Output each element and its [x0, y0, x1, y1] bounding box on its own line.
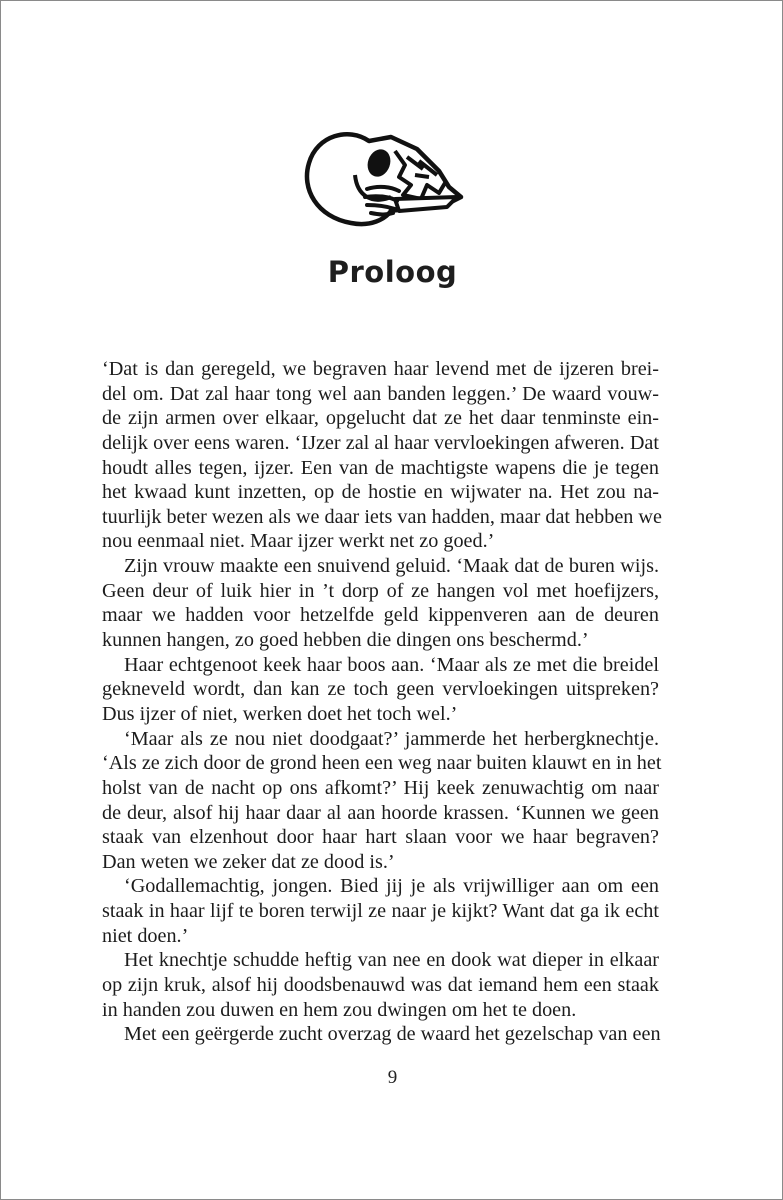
text-line: Dus ijzer of niet, werken doet het toch wel.’ [102, 702, 458, 725]
paragraph [102, 554, 659, 653]
paragraph [102, 1022, 659, 1047]
text-line: ‘Als ze zich door de grond heen een weg naar buiten klauwt en in het [102, 752, 662, 775]
text-line: maar we hadden voor hetzelfde geld kippenveren aan de deuren [102, 604, 659, 627]
text-line: ‘Maar als ze nou niet doodgaat?’ jammerde het herbergknechtje. [124, 727, 659, 750]
text-line: staak van elzenhout door haar hart slaan voor we haar begraven? [102, 826, 659, 849]
text-line: Met een geërgerde zucht overzag de waard het gezelschap van een [124, 1023, 661, 1046]
text-line: Het knechtje schudde heftig van nee en dook wat dieper in elkaar [124, 949, 659, 972]
paragraph [102, 357, 662, 554]
text-line: Geen deur of luik hier in ’t dorp of ze hangen vol met hoefijzers, [102, 579, 659, 602]
text-line: het kwaad kunt inzetten, op de hostie en wijwater na. Het zou na- [102, 481, 659, 504]
text-line: ‘Godallemachtig, jongen. Bied jij je als vrijwilliger aan om een [124, 875, 659, 898]
text-line: kunnen hangen, zo goed hebben die dingen ons beschermd.’ [102, 629, 589, 652]
text-line: del om. Dat zal haar tong wel aan banden leggen.’ De waard vouw- [102, 382, 659, 405]
paragraph [102, 948, 659, 1022]
text-line: de zijn armen over elkaar, opgelucht dat ze het daar tenminste ein- [102, 407, 659, 430]
text-line: gekneveld wordt, dan kan ze toch geen vervloekingen uitspreken? [102, 678, 659, 701]
paragraph [102, 653, 659, 727]
paragraph [102, 727, 662, 875]
text-line: delijk over eens waren. ‘IJzer zal al haar vervloekingen afweren. Dat [102, 431, 659, 454]
text-line: Dan weten we zeker dat ze dood is.’ [102, 850, 395, 873]
paragraph [102, 874, 659, 948]
body-text [102, 357, 662, 1047]
text-line: in handen zou duwen en hem zou dwingen om het te doen. [102, 998, 577, 1021]
text-line: staak in haar lijf te boren terwijl ze naar je kijkt? Want dat ga ik echt [102, 900, 659, 923]
text-line: de deur, alsof hij haar daar al aan hoorde krassen. ‘Kunnen we geen [102, 801, 659, 824]
text-line: Zijn vrouw maakte een snuivend geluid. ‘Maak dat de buren wijs. [124, 555, 659, 578]
text-line: ‘Dat is dan geregeld, we begraven haar levend met de ijzeren brei- [102, 358, 659, 380]
text-line: Haar echtgenoot keek haar boos aan. ‘Maar als ze met die breidel [124, 653, 659, 676]
text-line: niet doen.’ [102, 924, 189, 947]
page-number: 9 [387, 1067, 398, 1088]
text-line: houdt alles tegen, ijzer. Een van de machtigste wapens die je tegen [102, 456, 659, 479]
chapter-title: Proloog [327, 255, 458, 289]
text-line: tuurlijk beter wezen als we daar iets van hadden, maar dat hebben we [102, 505, 662, 528]
skull-with-hand-icon [299, 119, 469, 229]
text-line: nou eenmaal niet. Maar ijzer werkt net zo goed.’ [102, 530, 495, 553]
text-line: holst van de nacht op ons afkomt?’ Hij keek zenuwachtig om naar [102, 776, 659, 799]
text-line: op zijn kruk, alsof hij doodsbenauwd was dat iemand hem een staak [102, 974, 659, 997]
